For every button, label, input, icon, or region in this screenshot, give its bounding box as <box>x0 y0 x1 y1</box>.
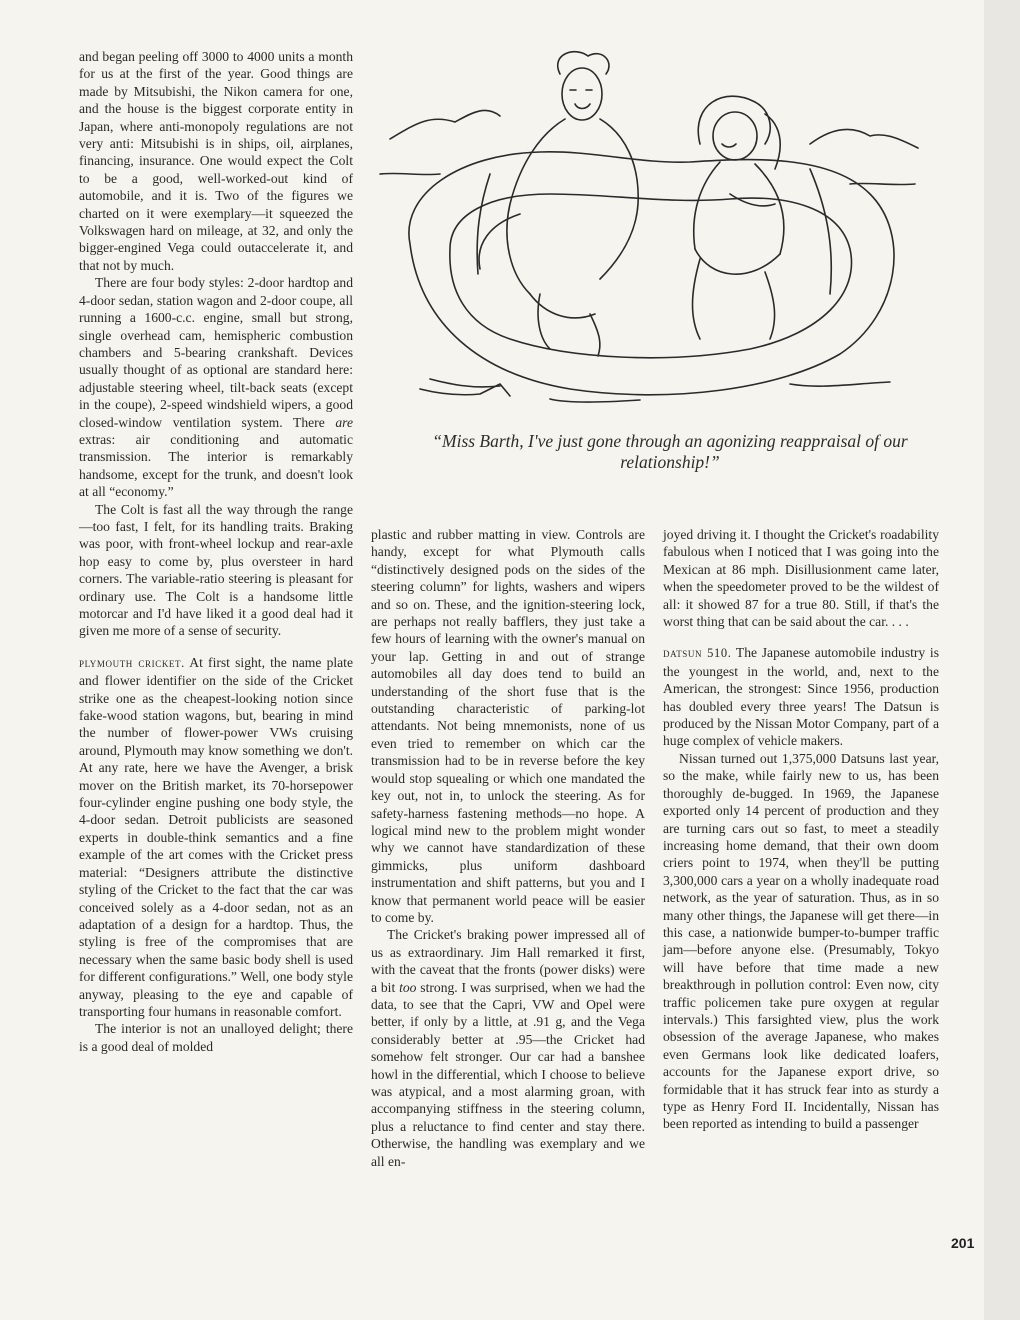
section-heading-plymouth-cricket: plymouth cricket. <box>79 655 185 670</box>
text-column-3 <box>663 526 939 1133</box>
section-heading-datsun-510: datsun 510. <box>663 646 732 661</box>
paragraph: Nissan turned out 1,375,000 Datsuns last year, so the make, while fairly new to us, has been thoroughly de-bugged. In 1969, the Japanese exported only 14 percent of production and they are turning cars out so fast, to meet a steadily increasing home demand, that their own doom criers point to 1974, when they'll be putting 3,300,000 cars a year on a wholly inadequate road network, as the year of saturation. Thus, as in so many other things, the Japanese will get there—in this case, a nationwide bumper-to-bumper traffic jam—before anyone else. (Presumably, Tokyo will have before that time made a new breakthrough in pollution control: Even now, city traffic policemen take pure oxygen at regular intervals.) This farsighted view, plus the work obsession of the average Japanese, who makes even Germans look like dedicated loafers, accounts for the Japanese export drive, so formidable that it has struck fear into as sturdy a type as Henry Ford II. Incidentally, Nissan has been reported as intending to build a passenger <box>663 750 939 1132</box>
paragraph: joyed driving it. I thought the Cricket's roadability fabulous when I noticed that I was going into the Mexican at 86 mph. Disillusionment came later, when the speedometer proved to be the wildest of all: it showed 87 for a true 80. Still, if that's the worst thing that can be said about the car. . . . <box>663 527 939 630</box>
text-column-1 <box>79 48 353 1055</box>
paragraph: The interior is not an unalloyed delight; there is a good deal of molded <box>79 1021 353 1054</box>
paragraph: The Colt is fast all the way through the range—too fast, I felt, for its handling traits. Braking was poor, with front-wheel lockup and rear-axle hop easy to come by, plus oversteer in hard corners. The variable-ratio steering is pleasant for ordinary use. The Colt is a handsome little motorcar and I'd have liked it a good deal had it given me more of a sense of security. <box>79 501 353 639</box>
paragraph: The Cricket's braking power impressed all of us as extraordinary. Jim Hall remarked it first, with the caveat that the fronts (power disks) were a bit too strong. I was surprised, when we had the data, to see that the Capri, VW and Opel were better, if only by a little, at .91 g, and the Vega considerably better at .95—the Cricket had somehow felt stronger. Our car had a banshee howl in the differential, which I choose to believe was atypical, and a most alarming groan, with accompanying stiffness in the steering column, plus a reluctance to find center and stay there. Otherwise, the handling was exemplary and we all en- <box>371 927 645 1169</box>
text-column-2 <box>371 526 645 1170</box>
cartoon-caption: “Miss Barth, I've just gone through an agonizing reappraisal of our relationship!” <box>432 431 908 472</box>
page-number: 201 <box>951 1235 975 1251</box>
paragraph: plastic and rubber matting in view. Controls are handy, except for what Plymouth calls “distinctively designed pods on the sides of the steering column” for lights, washers and wipers and so on. These, and the ignition-steering lock, are perhaps not really bafflers, they just take a few hours of learning with the owner's manual on your lap. Getting in and out of strange automobiles all day does tend to build an understanding of the short fuse that is the outstanding characteristic of parking-lot attendants. Not being mnemonists, none of us even tried to remember on which car the transmission had to be in reverse before the key would stop squealing or which one mandated the key out, not in, to unlock the steering. As for safety-harness fastening methods—no hope. A logical mind new to the problem might wonder why we cannot have standardization of these gimmicks, plus uniform dashboard instrumentation and shift patterns, but you and I know that permanent world peace will be easier to come by. <box>371 527 645 925</box>
cartoon-drawing <box>370 44 936 432</box>
section-paragraph: plymouth cricket. At first sight, the name plate and flower identifier on the side of the Cricket strike one as the cheapest-looking notion since fake-wood station wagons, but, bearing in mind the number of flower-power VWs cruising around, Plymouth may know something we don't. At any rate, here we have the Avenger, a brisk mover on the British market, its 70-horsepower four-cylinder engine pushing one body style, the 4-door sedan. Detroit publicists are seasoned experts in double-think semantics and a fine example of the art comes with the Cricket press material: “Designers attribute the distinctive styling of the Cricket to the fact that the car was conceived solely as a 4-door sedan, not as an adaptation of a design for a hardtop. Thus, the styling is free of the compromises that are necessary when the same basic body shell is used for different configurations.” Well, one body style anyway, pleasing to the eye and capable of transporting four humans in reasonable comfort. <box>79 654 353 1019</box>
page-edge <box>984 0 1020 1320</box>
cartoon-illustration <box>370 44 936 432</box>
paragraph: and began peeling off 3000 to 4000 units a month for us at the first of the year. Good things are made by Mitsubishi, the Nikon camera for one, and the house is the biggest corporate entity in Japan, where anti-monopoly regulations are not very anti: Mitsubishi is in ships, oil, airplanes, financing, insurance. One would expect the Colt to be a good, well-worked-out kind of automobile, and it is. Two of the figures we charted on it were exemplary—it squeezed the Volkswagen hard on mileage, at 32, and only the bigger-engined Vega could outaccelerate it, and that not by much. <box>79 49 353 273</box>
section-paragraph: datsun 510. The Japanese automobile industry is the youngest in the world, and, next to the American, the strongest: Since 1956, production has doubled every three years! The Datsun is produced by the Nissan Motor Company, part of a huge complex of vehicle makers. <box>663 645 939 749</box>
paragraph: There are four body styles: 2-door hardtop and 4-door sedan, station wagon and 2-door coupe, all running a 1600-c.c. engine, small but strong, single overhead cam, hemispheric combustion chambers and 5-bearing crankshaft. Devices usually thought of as optional are standard here: adjustable steering wheel, tilt-back seats (except in the coupe), 2-speed windshield wipers, a good closed-window ventilation system. There are extras: air conditioning and automatic transmission. The interior is remarkably handsome, except for the trunk, and doesn't look at all “economy.” <box>79 275 353 500</box>
